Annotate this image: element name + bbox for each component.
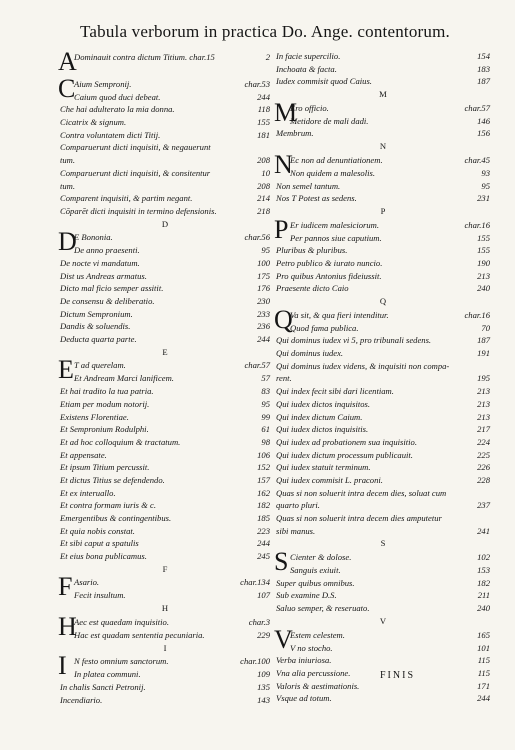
index-entry	[276, 642, 490, 655]
entry-text: Non quidem a malesolis.	[290, 167, 375, 178]
index-entry	[60, 129, 270, 142]
entry-text: Deducta quarta parte.	[60, 334, 137, 345]
section-letter-heading: Q	[379, 296, 387, 306]
entry-text: De anno praesenti.	[74, 245, 140, 256]
entry-text: Qui index dictum Caium.	[276, 411, 363, 422]
index-entry	[276, 372, 490, 385]
index-entry	[276, 461, 490, 474]
index-entry	[276, 577, 490, 590]
entry-text: Qui iudex commisit L. praconi.	[276, 474, 383, 485]
index-entry	[276, 257, 490, 270]
drop-capital: C	[58, 73, 76, 103]
index-entry	[60, 103, 270, 116]
index-entry	[60, 308, 270, 321]
index-entry	[276, 322, 490, 335]
entry-reference: 115	[477, 667, 490, 678]
entry-text: De consensu & deliberatio.	[60, 296, 155, 306]
entry-reference: 155	[477, 232, 490, 243]
index-entry	[60, 385, 270, 398]
entry-text: Fecit insultum.	[74, 590, 126, 601]
entry-reference: 190	[477, 257, 490, 268]
entry-text: In facie supercilio.	[276, 51, 341, 61]
entry-reference: 187	[477, 76, 490, 87]
index-entry	[60, 499, 270, 512]
entry-text: Non semel tantum.	[276, 180, 341, 191]
entry-text: Vsque ad totum.	[276, 693, 332, 704]
entry-text: Et ipsum Titium percussit.	[60, 462, 150, 473]
entry-text: Qui iudex ad probationem sua inquisitio.	[276, 436, 417, 447]
entry-text: Et ex interuallo.	[60, 487, 116, 498]
entry-reference: 195	[477, 373, 490, 384]
entry-reference: 208	[257, 155, 270, 166]
entry-text: Quas si non soluerit intra decem dies amputetur	[276, 513, 442, 523]
index-entry	[60, 205, 270, 218]
index-entry	[60, 398, 270, 411]
index-entry	[60, 487, 270, 500]
entry-text: Pluribus & pluribus.	[276, 245, 348, 256]
entry-reference: 157	[257, 474, 270, 485]
entry-reference: char.53	[244, 78, 270, 89]
index-entry	[60, 681, 270, 694]
entry-reference: 155	[257, 117, 270, 128]
index-entry	[276, 692, 490, 705]
index-entry	[276, 127, 490, 140]
index-entry	[276, 411, 490, 424]
entry-text: Estem celestem.	[290, 629, 345, 640]
entry-text: Qui iudex dictos inquisitos.	[276, 398, 371, 409]
entry-text: Caium quod duci debeat.	[74, 91, 161, 102]
index-entry	[60, 423, 270, 436]
entry-reference: 171	[477, 680, 490, 691]
entry-reference: 185	[257, 513, 270, 523]
index-entry	[60, 474, 270, 487]
drop-capital: N	[274, 149, 293, 179]
index-entry	[276, 282, 490, 295]
entry-reference: 240	[477, 603, 490, 614]
entry-reference: 237	[477, 500, 490, 511]
entry-reference: 154	[477, 51, 490, 61]
entry-reference: 162	[257, 487, 270, 498]
entry-text: Comparent inquisiti, & partim negant.	[60, 193, 193, 204]
entry-text: N festo omnium sanctorum.	[74, 656, 169, 667]
entry-reference: 106	[257, 449, 270, 460]
section-letter-heading: N	[379, 141, 387, 152]
entry-text: Er iudicem malesiciorum.	[290, 219, 380, 230]
entry-reference: 244	[477, 693, 490, 704]
index-entry	[276, 180, 490, 193]
entry-reference: 101	[477, 642, 490, 653]
entry-reference: char.56	[244, 232, 270, 243]
entry-reference: 182	[477, 577, 490, 588]
entry-text: Comparuerunt dicti inquisiti, & negauerunt	[60, 142, 211, 153]
entry-reference: 118	[257, 104, 270, 115]
index-entry	[60, 411, 270, 424]
entry-reference: 61	[261, 424, 270, 435]
index-entry	[60, 512, 270, 525]
entry-reference: char.3	[248, 616, 270, 627]
section-letter-heading: E	[162, 346, 168, 357]
entry-text: Dominauit contra dictum Titium. char.15	[74, 52, 215, 62]
index-entry	[60, 167, 270, 180]
entry-text: Aec est quaedam inquisitio.	[74, 616, 169, 627]
index-entry	[276, 347, 490, 360]
drop-capital: Q	[274, 304, 293, 334]
entry-text: Qui dominus iudex vi 5, pro tribunali sedens.	[276, 335, 432, 346]
index-entry	[276, 334, 490, 347]
entry-text: Dictum Sempronium.	[60, 308, 133, 319]
drop-capital: E	[58, 355, 74, 385]
entry-reference: 244	[257, 91, 270, 102]
entry-reference: 241	[477, 525, 490, 536]
drop-capital: V	[274, 624, 293, 654]
entry-text: tum.	[60, 155, 76, 166]
entry-text: Et quia nobis constat.	[60, 525, 135, 536]
entry-reference: 240	[477, 283, 490, 294]
entry-reference: 99	[261, 411, 270, 422]
entry-reference: 208	[257, 180, 270, 191]
entry-reference: 229	[257, 629, 270, 640]
index-entry	[276, 512, 490, 525]
entry-text: Pro quibus Antonius fideiussit.	[276, 270, 382, 281]
entry-text: Valoris & aestimationis.	[276, 680, 360, 691]
entry-reference: 146	[477, 115, 490, 126]
entry-reference: char.100	[240, 656, 270, 667]
entry-text: Praesente dicto Caio	[276, 283, 349, 294]
index-entry	[60, 537, 270, 550]
entry-text: Aium Sempronij.	[74, 78, 132, 89]
entry-text: Che hai adulterato la mia donna.	[60, 104, 175, 115]
entry-text: Dandis & soluendis.	[60, 321, 131, 332]
entry-reference: 213	[477, 411, 490, 422]
section-letter-heading: M	[379, 89, 387, 100]
entry-text: Membrum.	[276, 128, 314, 139]
index-entry	[60, 372, 270, 385]
entry-reference: 152	[257, 462, 270, 473]
entry-reference: char.57	[244, 360, 270, 371]
section-letter-heading	[60, 64, 270, 77]
index-entry	[58, 47, 270, 76]
index-entry	[276, 385, 490, 398]
entry-text: Quas si non soluerit intra decem dies, soluat cum	[276, 487, 447, 498]
entry-text: Inchoata & facta.	[276, 63, 337, 74]
entry-text: Metidore de mali dadi.	[290, 115, 369, 126]
entry-reference: 230	[257, 296, 270, 306]
entry-text: Contra voluntatem dicti Titij.	[60, 129, 161, 140]
entry-reference: 57	[261, 373, 270, 384]
index-entry	[60, 589, 270, 602]
index-entry	[60, 282, 270, 295]
entry-reference: char.134	[240, 577, 270, 588]
index-entry	[276, 474, 490, 487]
entry-reference: 213	[477, 270, 490, 281]
entry-text: E Bononia.	[74, 232, 113, 243]
entry-reference: 213	[477, 398, 490, 409]
entry-text: Cōparēt dicti inquisiti in termino defensionis.	[60, 205, 217, 216]
section-letter-heading: S	[380, 538, 386, 549]
entry-text: V no stocho.	[290, 642, 333, 653]
entry-reference: 93	[481, 167, 490, 178]
entry-text: Cicatrix & signum.	[60, 117, 127, 128]
entry-text: Et Andream Marci lanificem.	[74, 373, 174, 384]
index-entry	[60, 461, 270, 474]
entry-text: Ec non ad denuntiationem.	[290, 154, 383, 165]
entry-reference: 211	[477, 590, 490, 601]
index-entry	[276, 398, 490, 411]
entry-text: Et dictus Titius se defendendo.	[60, 474, 165, 485]
entry-text: Per pannos siue caputium.	[290, 232, 382, 243]
index-entry	[276, 232, 490, 245]
entry-text: De nocte vi mandatum.	[60, 257, 140, 268]
index-entry	[276, 680, 490, 693]
entry-reference: 153	[477, 565, 490, 576]
entry-text: Va sit, & qua fieri intenditur.	[290, 309, 389, 320]
entry-reference: char.16	[464, 219, 490, 230]
entry-reference: 218	[257, 205, 270, 216]
index-entry	[60, 436, 270, 449]
entry-reference: 244	[257, 538, 270, 549]
entry-text: Et contra formam iuris & c.	[60, 500, 156, 511]
entry-reference: 182	[257, 500, 270, 511]
entry-reference: 70	[481, 322, 490, 333]
entry-reference: 2	[265, 52, 270, 62]
index-entry	[60, 333, 270, 346]
entry-reference: 233	[257, 308, 270, 319]
index-entry	[60, 141, 270, 154]
index-entry	[60, 449, 270, 462]
entry-text: Emergentibus & contingentibus.	[60, 513, 172, 523]
section-letter-heading: D	[161, 218, 169, 229]
entry-text: rent.	[276, 373, 292, 384]
drop-capital: H	[58, 611, 77, 641]
entry-text: Petro publico & iurato nuncio.	[276, 257, 383, 268]
index-entry	[60, 320, 270, 333]
entry-text: Et appensate.	[60, 449, 107, 460]
index-entry	[60, 154, 270, 167]
entry-reference: 175	[257, 270, 270, 281]
index-entry	[276, 602, 490, 615]
index-entry	[276, 63, 490, 76]
index-entry	[60, 257, 270, 270]
entry-text: Sub examine D.S.	[276, 590, 337, 601]
entry-text: Quod fama publica.	[290, 322, 359, 333]
entry-text: Et Sempronium Rodulphi.	[60, 424, 149, 435]
entry-text: Et hai tradito la tua patria.	[60, 386, 154, 397]
entry-reference: 155	[477, 245, 490, 256]
index-entry	[276, 270, 490, 283]
entry-reference: 187	[477, 335, 490, 346]
entry-reference: 165	[477, 629, 490, 640]
index-entry	[60, 629, 270, 642]
entry-reference: 156	[477, 128, 490, 139]
index-entry	[276, 192, 490, 205]
index-entry	[276, 115, 490, 128]
entry-text: tum.	[60, 180, 76, 191]
drop-capital: P	[274, 214, 289, 244]
entry-text: Etiam per modum notorij.	[60, 398, 150, 409]
index-entry	[276, 564, 490, 577]
section-letter-heading: I	[163, 642, 167, 653]
entry-reference: 224	[477, 436, 490, 447]
entry-reference: 143	[257, 694, 270, 705]
entry-text: T ad querelam.	[74, 360, 126, 371]
index-entry	[60, 91, 270, 104]
entry-reference: 191	[477, 348, 490, 359]
index-entry	[60, 668, 270, 681]
index-entry	[60, 192, 270, 205]
entry-text: Incendiario.	[60, 694, 103, 705]
index-entry	[60, 525, 270, 538]
drop-capital: F	[58, 572, 73, 602]
entry-reference: 223	[257, 525, 270, 536]
index-entry	[276, 50, 490, 63]
index-entry	[276, 75, 490, 88]
index-entry	[276, 360, 490, 373]
entry-text: Comparuerunt dicti inquisiti, & consitentur	[60, 167, 211, 178]
index-entry	[60, 270, 270, 283]
entry-reference: 109	[257, 669, 270, 680]
entry-reference: 95	[261, 398, 270, 409]
index-entry	[276, 499, 490, 512]
index-entry	[60, 550, 270, 563]
entry-text: Verba iniuriosa.	[276, 655, 332, 666]
drop-capital: A	[58, 47, 77, 76]
section-letter-heading: H	[161, 603, 169, 614]
index-entry	[60, 180, 270, 193]
entry-text: Et eius bona publicamus.	[60, 551, 147, 562]
entry-text: Iudex commisit quod Caius.	[276, 76, 372, 87]
entry-text: Qui dominus iudex.	[276, 348, 344, 359]
entry-text: Et sibi caput a spatulis	[60, 538, 139, 549]
finis-label: FINIS	[380, 670, 416, 681]
index-entry	[276, 589, 490, 602]
entry-reference: char.45	[464, 154, 490, 165]
entry-text: Dicto mal ficio semper assitit.	[60, 283, 164, 294]
entry-reference: 231	[477, 193, 490, 204]
entry-reference: 245	[257, 551, 270, 562]
entry-reference: char.16	[464, 309, 490, 320]
drop-capital: I	[58, 651, 67, 681]
entry-reference: 225	[477, 449, 490, 460]
entry-text: In chalis Sancti Petronij.	[60, 681, 146, 692]
entry-reference: 107	[257, 590, 270, 601]
entry-text: Ero officio.	[290, 102, 329, 113]
entry-text: In platea communi.	[74, 669, 141, 680]
entry-reference: 176	[257, 283, 270, 294]
entry-reference: 115	[477, 655, 490, 666]
entry-reference: 228	[477, 474, 490, 485]
entry-reference: 83	[261, 386, 270, 397]
entry-text: Qui index fecit sibi dari licentiam.	[276, 386, 394, 397]
index-entry	[60, 116, 270, 129]
entry-reference: 214	[257, 193, 270, 204]
index-entry	[276, 436, 490, 449]
drop-capital: M	[274, 97, 298, 127]
page-title: Tabula verborum in practica Do. Ange. contentorum.	[80, 22, 450, 41]
index-entry	[276, 244, 490, 257]
entry-text: Vna alia percussione.	[276, 667, 351, 678]
left-column	[58, 47, 270, 706]
entry-reference: 213	[477, 386, 490, 397]
drop-capital: D	[58, 227, 77, 257]
entry-text: Qui dominus iudex videns, & inquisiti non compa-	[276, 360, 450, 371]
entry-text: Qui iudex dictum processum publicauit.	[276, 449, 413, 460]
entry-text: Super quibus omnibus.	[276, 577, 355, 588]
entry-text: Saluo semper, & reseruato.	[276, 603, 370, 614]
entry-text: Hac est quadam sententia pecuniaria.	[74, 629, 205, 640]
entry-reference: 10	[261, 167, 270, 178]
entry-text: Qui iudex statuit terminum.	[276, 462, 371, 473]
index-entry	[60, 244, 270, 257]
entry-reference: 95	[481, 180, 490, 191]
drop-capital: S	[274, 547, 289, 577]
index-entry	[60, 694, 270, 707]
section-letter-heading: P	[380, 205, 386, 216]
entry-text: quarto pluri.	[276, 500, 320, 511]
entry-text: Asario.	[74, 577, 100, 588]
index-entry	[276, 525, 490, 538]
index-entry	[276, 167, 490, 180]
entry-reference: 98	[261, 436, 270, 447]
index-entry	[276, 654, 490, 667]
entry-text: Et ad hoc colloquium & tractatum.	[60, 436, 181, 447]
entry-reference: 135	[257, 681, 270, 692]
entry-reference: 244	[257, 334, 270, 345]
index-entry	[276, 423, 490, 436]
entry-reference: 95	[261, 245, 270, 256]
index-entry	[60, 295, 270, 308]
entry-reference: 100	[257, 257, 270, 268]
entry-text: Nos T Potest as sedens.	[276, 193, 357, 204]
entry-text: sibi manus.	[276, 525, 316, 536]
right-column	[276, 50, 490, 705]
entry-reference: 226	[477, 462, 490, 473]
entry-reference: 183	[477, 63, 490, 74]
index-entry	[276, 487, 490, 500]
entry-text: Cienter & dolose.	[290, 552, 352, 563]
entry-reference: 181	[257, 129, 270, 140]
entry-text: Qui iudex dictos inquisitis.	[276, 424, 369, 435]
entry-reference: char.57	[464, 102, 490, 113]
entry-reference: 236	[257, 321, 270, 332]
entry-reference: 102	[477, 552, 490, 563]
entry-text: Existens Florentiae.	[60, 411, 129, 422]
section-letter-heading: F	[162, 563, 168, 574]
section-letter-heading: V	[379, 615, 387, 626]
entry-reference: 217	[477, 424, 490, 435]
entry-text: Dist us Andreas armatus.	[60, 270, 147, 281]
entry-text: Sanguis exiuit.	[290, 565, 341, 576]
index-entry	[276, 449, 490, 462]
